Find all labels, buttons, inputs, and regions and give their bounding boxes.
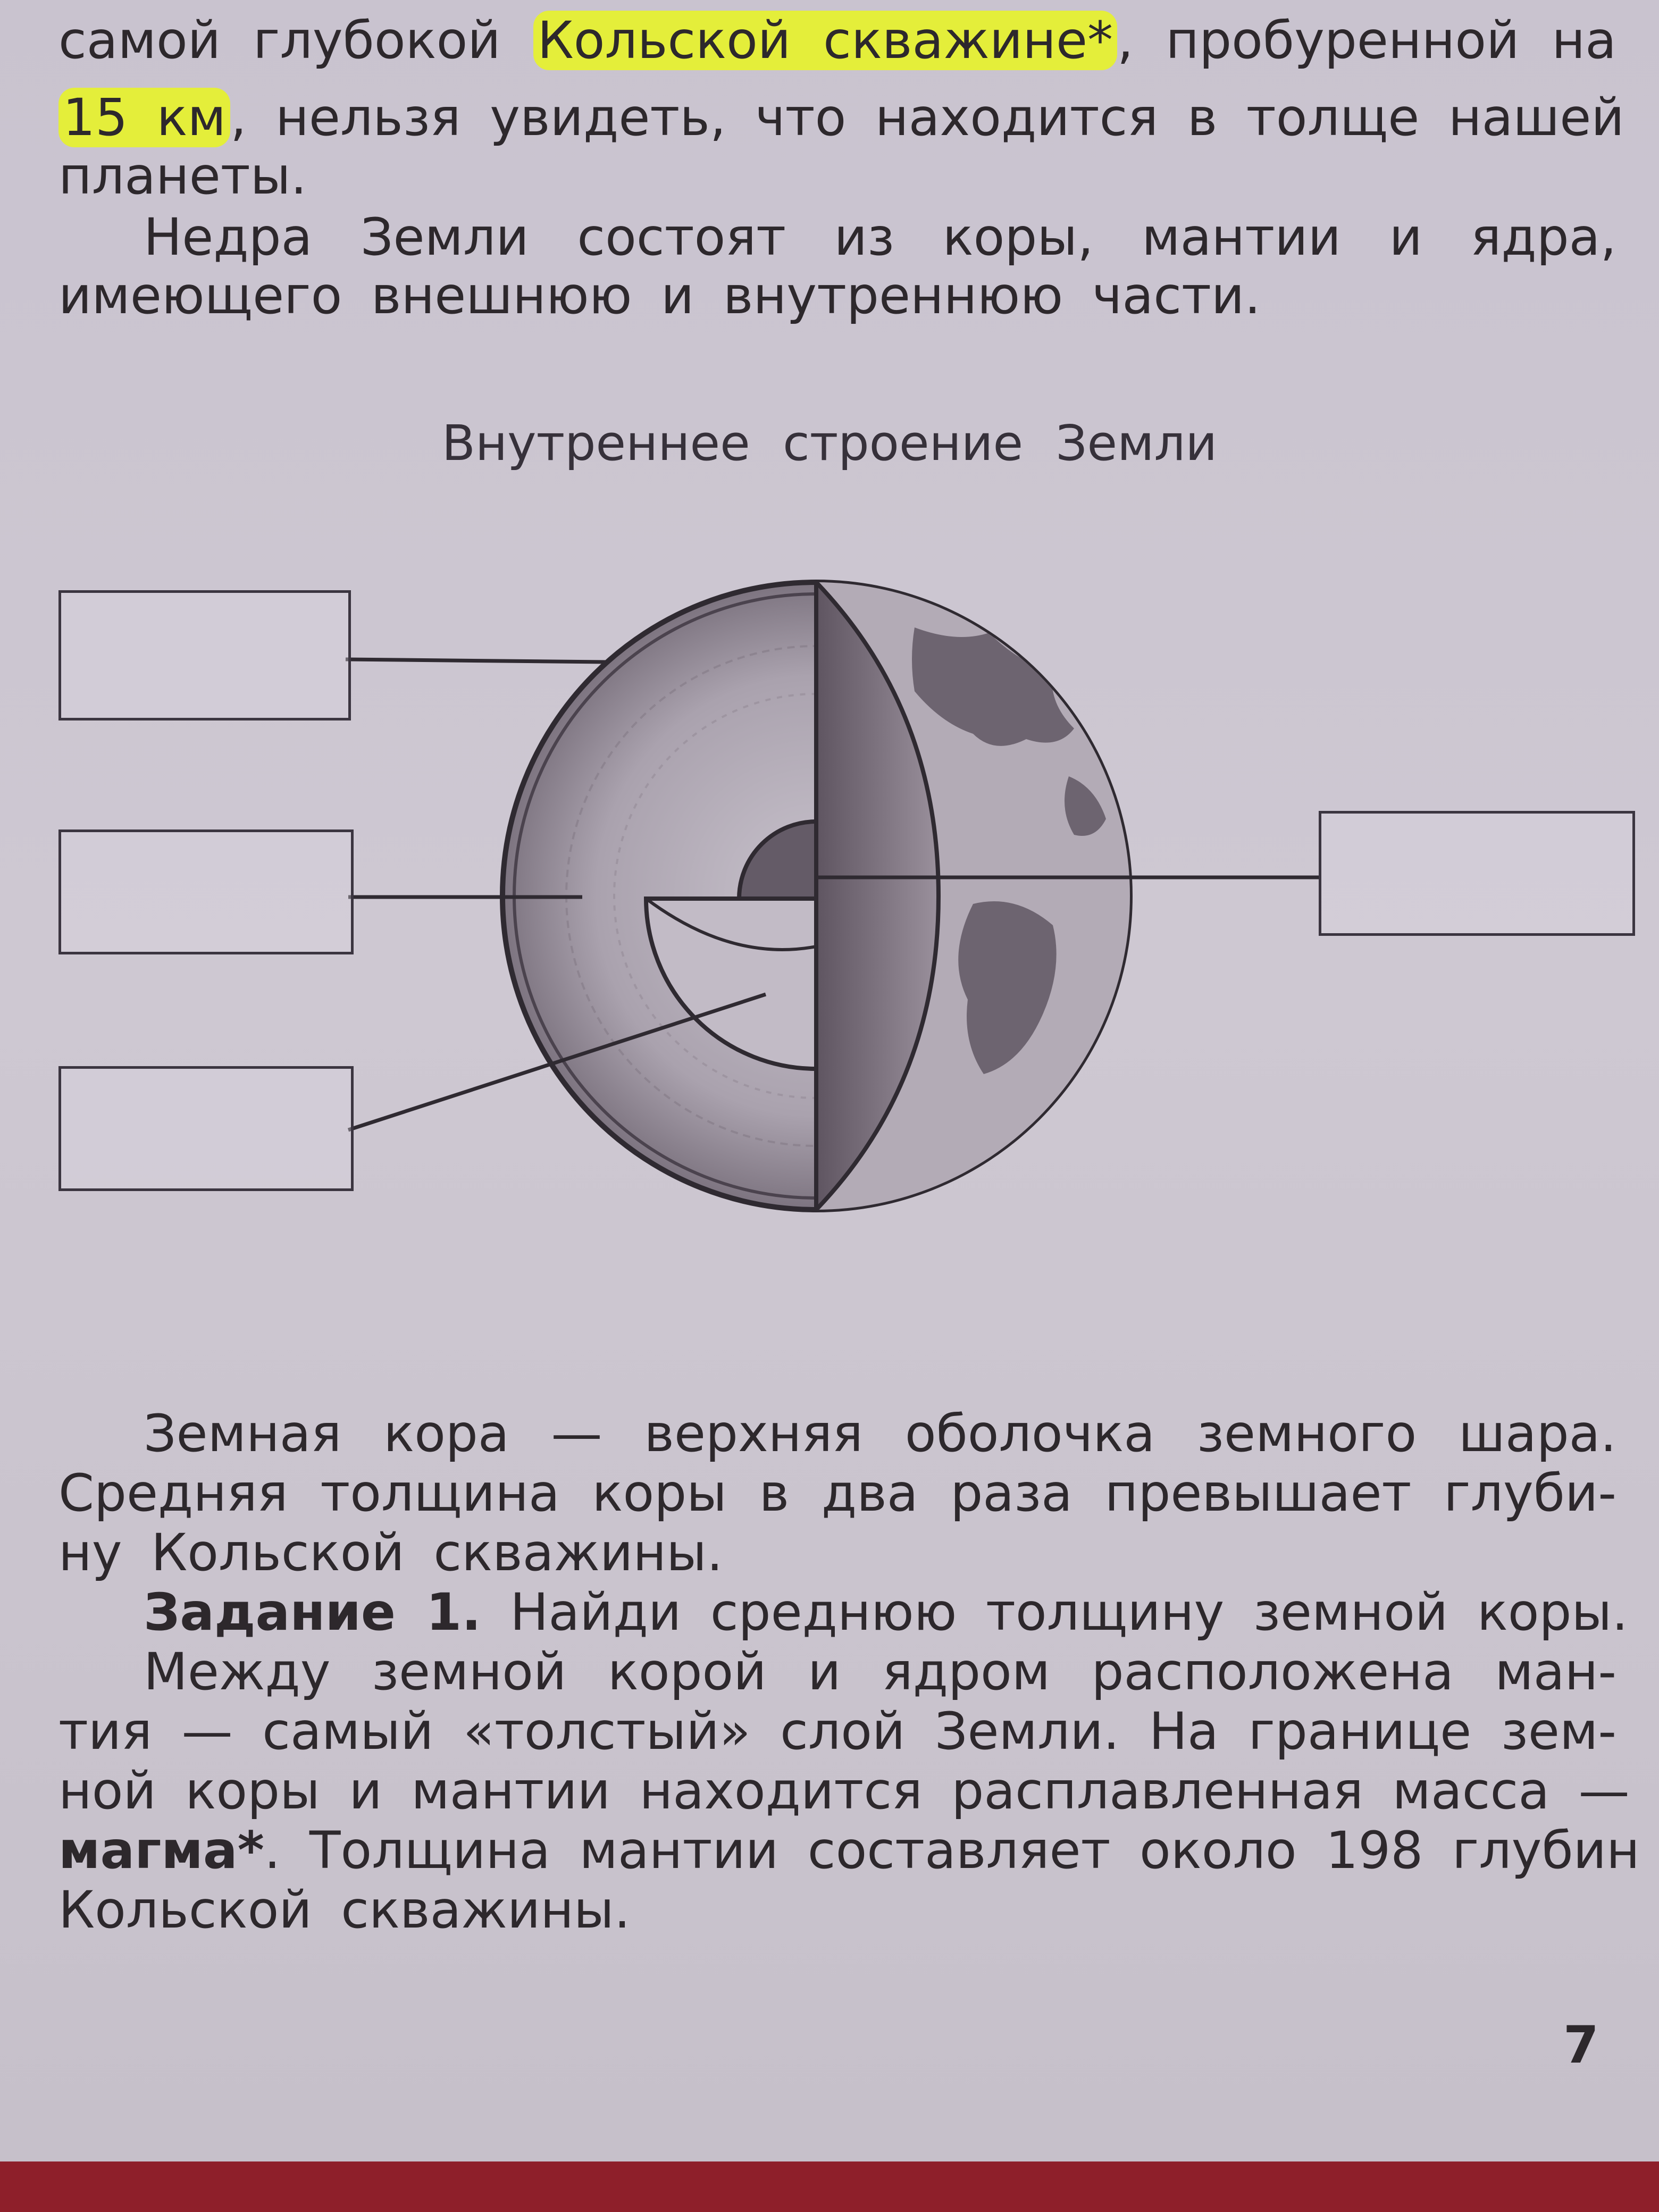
- magma-term: магма*: [58, 1821, 264, 1880]
- task-1-label: Задание 1.: [144, 1582, 481, 1642]
- task-1-text: Найди среднюю толщину земной коры.: [481, 1582, 1628, 1642]
- highlighted-depth: 15 км: [58, 88, 230, 147]
- intro-text: , нельзя увидеть, что находится в толще нашей: [230, 88, 1624, 147]
- pointer-line-crust: [346, 659, 606, 662]
- intro-text: самой глубокой: [58, 11, 533, 70]
- mantle-paragraph-2: тия — самый «толстый» слой Земли. На границе зем-: [58, 1702, 1616, 1761]
- mantle-paragraph-1: Между земной корой и ядром расположена ман-: [144, 1642, 1616, 1702]
- paragraph-earth-layers-2: имеющего внешнюю и внутреннюю части.: [58, 266, 1261, 325]
- page-number: 7: [1563, 2015, 1599, 2075]
- outer-core-label-box[interactable]: [58, 1066, 354, 1191]
- intro-line-3: планеты.: [58, 146, 307, 206]
- mantle-label-box[interactable]: [58, 830, 354, 954]
- highlighted-kola-borehole: Кольской скважине*: [533, 11, 1117, 70]
- mantle-paragraph-5: Кольской скважины.: [58, 1880, 631, 1940]
- intro-text: , пробуренной на: [1117, 11, 1616, 70]
- paragraph-earth-layers-1: Недра Земли состоят из коры, мантии и ядра,: [144, 207, 1616, 267]
- crust-paragraph-2: Средняя толщина коры в два раза превышает глуби-: [58, 1463, 1616, 1523]
- diagram-title: Внутреннее строение Земли: [441, 415, 1218, 472]
- mantle-text: . Толщина мантии составляет около 198 глубин: [264, 1821, 1640, 1880]
- crust-label-box[interactable]: [58, 590, 351, 720]
- inner-core-label-box[interactable]: [1319, 811, 1635, 936]
- mantle-paragraph-3: ной коры и мантии находится расплавленная масса —: [58, 1761, 1630, 1821]
- crust-paragraph-3: ну Кольской скважины.: [58, 1523, 723, 1582]
- crust-paragraph-1: Земная кора — верхняя оболочка земного шара.: [144, 1404, 1616, 1463]
